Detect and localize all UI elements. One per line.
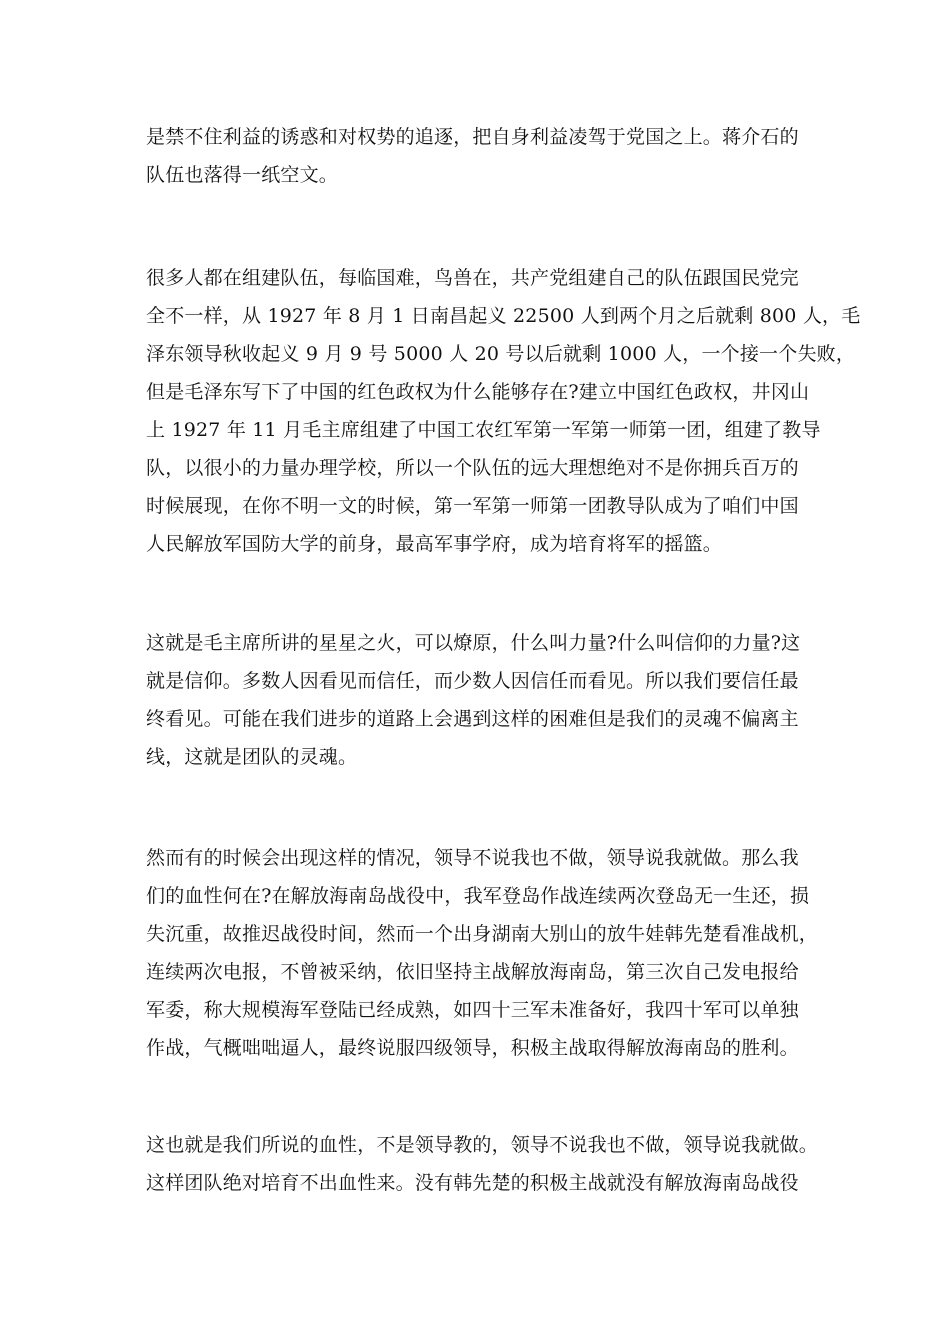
text-line: 失沉重，故推迟战役时间，然而一个出身湖南大别山的放牛娃韩先楚看准战机， [146,923,819,945]
text-line: 这就是毛主席所讲的星星之火，可以燎原，什么叫力量?什么叫信仰的力量?这 [146,632,801,654]
text-line: 然而有的时候会出现这样的情况，领导不说我也不做，领导说我就做。那么我 [146,847,799,869]
text-line: 作战，气概咄咄逼人，最终说服四级领导，积极主战取得解放海南岛的胜利。 [146,1037,799,1059]
paragraph [146,839,826,1067]
text-line: 泽东领导秋收起义 9 月 9 号 5000 人 20 号以后就剩 1000 人，一个接一个失败， [146,343,856,365]
text-line: 队伍也落得一纸空文。 [146,164,339,186]
text-line: 就是信仰。多数人因看见而信任，而少数人因信任而看见。所以我们要信任最 [146,670,799,692]
text-line: 这也就是我们所说的血性，不是领导教的，领导不说我也不做，领导说我就做。 [146,1134,819,1156]
text-line: 们的血性何在?在解放海南岛战役中，我军登岛作战连续两次登岛无一生还，损 [146,885,810,907]
text-line: 军委，称大规模海军登陆已经成熟，如四十三军未准备好，我四十军可以单独 [146,999,799,1021]
text-line: 终看见。可能在我们进步的道路上会遇到这样的困难但是我们的灵魂不偏离主 [146,708,799,730]
text-line: 时候展现，在你不明一文的时候，第一军第一师第一团教导队成为了咱们中国 [146,495,799,517]
text-line: 连续两次电报，不曾被采纳，依旧坚持主战解放海南岛，第三次自己发电报给 [146,961,799,983]
text-line: 全不一样，从 1927 年 8 月 1 日南昌起义 22500 人到两个月之后就剩 800 人，毛 [146,305,861,327]
text-line: 是禁不住利益的诱惑和对权势的追逐，把自身利益凌驾于党国之上。蒋介石的 [146,126,799,148]
text-line: 人民解放军国防大学的前身，最高军事学府，成为培育将军的摇篮。 [146,533,723,555]
text-line: 上 1927 年 11 月毛主席组建了中国工农红军第一军第一师第一团，组建了教导 [146,419,821,441]
text-line: 队，以很小的力量办理学校，所以一个队伍的远大理想绝对不是你拥兵百万的 [146,457,799,479]
paragraph [146,624,826,776]
text-line: 但是毛泽东写下了中国的红色政权为什么能够存在?建立中国红色政权，井冈山 [146,381,810,403]
text-line: 这样团队绝对培育不出血性来。没有韩先楚的积极主战就没有解放海南岛战役 [146,1172,799,1194]
paragraph [146,259,861,563]
text-line: 线，这就是团队的灵魂。 [146,746,358,768]
paragraph [146,118,826,194]
text-line: 很多人都在组建队伍，每临国难，鸟兽在，共产党组建自己的队伍跟国民党完 [146,267,799,289]
paragraph [146,1126,826,1202]
